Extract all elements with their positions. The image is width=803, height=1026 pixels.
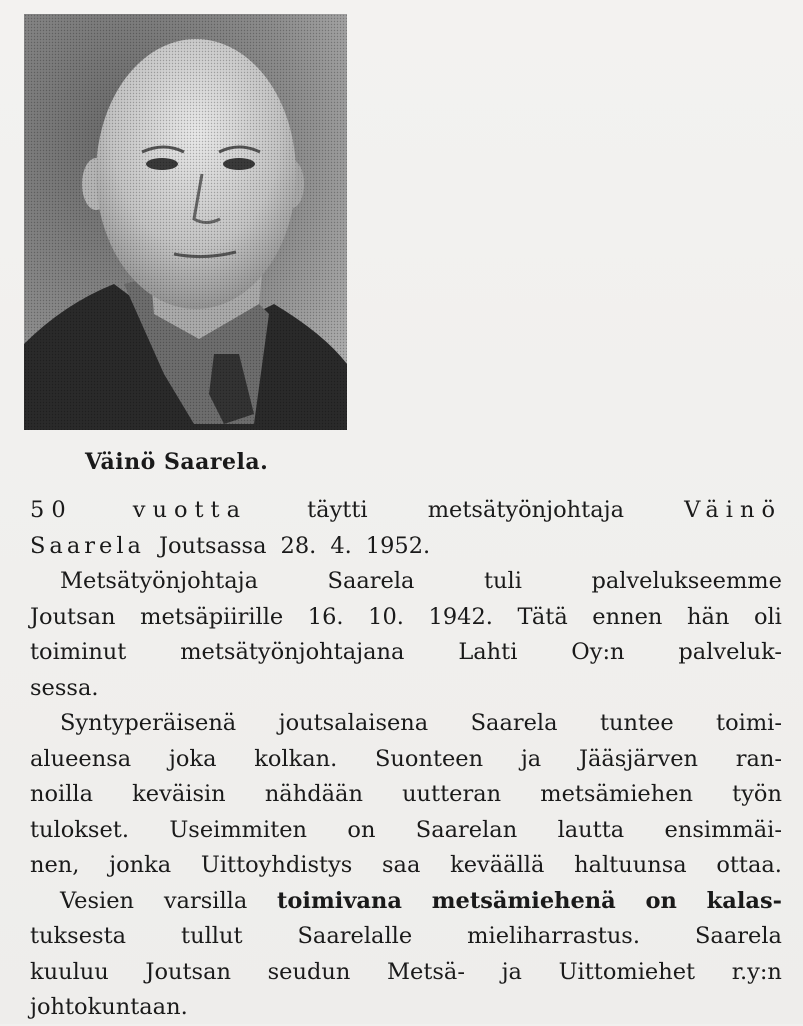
- text-line: tuksesta tullut Saarelalle mieliharrastus. Saarela: [30, 923, 782, 949]
- text-line: Metsätyönjohtaja Saarela tuli palvelukseemme: [60, 568, 782, 594]
- text-line: toiminut metsätyönjohtajana Lahti Oy:n palveluk-: [30, 639, 782, 665]
- text-line: 50 vuotta täytti metsätyönjohtaja Väinö: [30, 497, 782, 523]
- text-line: nen, jonka Uittoyhdistys saa keväällä haltuunsa ottaa.: [30, 852, 782, 878]
- text-line: sessa.: [30, 674, 99, 701]
- text-line: Syntyperäisenä joutsalaisena Saarela tuntee toimi-: [60, 710, 782, 736]
- text-line: Joutsan metsäpiirille 16. 10. 1942. Tätä ennen hän oli: [30, 603, 782, 630]
- article-body: [30, 493, 782, 1026]
- text-line: Vesien varsilla toimivana metsämiehenä on kalas-: [60, 887, 782, 914]
- portrait-photo-icon: [24, 14, 347, 430]
- text-line: Saarela Joutsassa 28. 4. 1952.: [30, 532, 431, 559]
- text-line: noilla keväisin nähdään uutteran metsämiehen työn: [30, 781, 782, 807]
- photo-caption: Väinö Saarela.: [85, 449, 269, 475]
- text-line: tulokset. Useimmiten on Saarelan lautta ensimmäi-: [30, 816, 782, 843]
- portrait-photo: [24, 14, 347, 430]
- text-line: kuuluu Joutsan seudun Metsä- ja Uittomiehet r.y:n: [30, 958, 782, 985]
- text-line: johtokuntaan.: [30, 994, 188, 1020]
- text-line: alueensa joka kolkan. Suonteen ja Jääsjärven ran-: [30, 745, 782, 772]
